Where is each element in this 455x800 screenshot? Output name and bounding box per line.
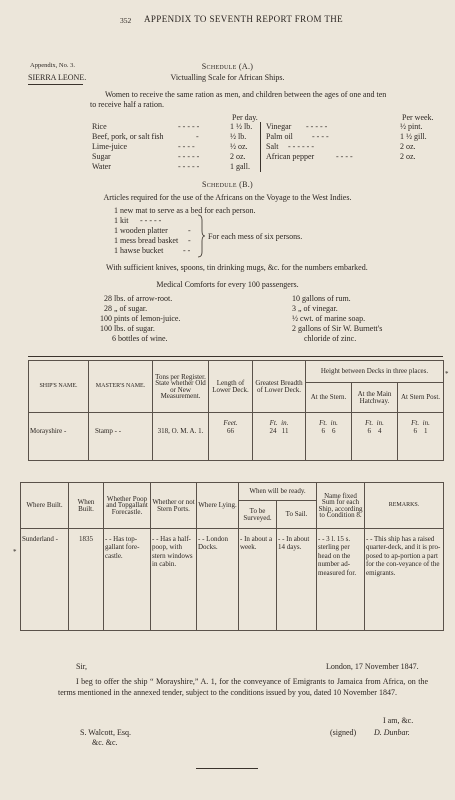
- per-week-label: Per week.: [402, 113, 434, 122]
- hatch-in: 4: [378, 427, 382, 436]
- cell-tons: 318, O. M. A. 1.: [153, 413, 209, 461]
- ration-item-qty: 2 oz.: [400, 142, 416, 151]
- cell-ship-name: Morayshire -: [29, 413, 89, 461]
- unit-ft: Ft.: [365, 419, 374, 427]
- medical-item: 28 lbs. of arrow-root.: [104, 294, 173, 303]
- ration-item-name: Lime-juice: [92, 142, 128, 151]
- ration-item-qty: ½ lb.: [230, 132, 247, 141]
- col-ship-name: SHIP'S NAME.: [29, 361, 89, 413]
- letter-signature: D. Dunbar.: [374, 728, 410, 737]
- ration-item-dashes: - - - - -: [178, 122, 200, 131]
- ration-item-name: African pepper: [266, 152, 315, 161]
- length-value: 66: [227, 427, 234, 436]
- ration-item-dashes: - - - - - -: [288, 142, 314, 151]
- per-day-label: Per day.: [232, 113, 258, 122]
- ration-item-qty: ½ oz.: [230, 142, 248, 151]
- region-label: SIERRA LEONE.: [28, 73, 87, 82]
- ration-item-dashes: - - - - -: [306, 122, 328, 131]
- mess-item-name: 1 mess bread basket: [114, 236, 179, 245]
- build-table-row: [21, 529, 444, 631]
- ship-table-top-rule: [28, 356, 443, 357]
- unit-ft: Ft.: [319, 419, 328, 427]
- medical-item: 3 „ of vinegar.: [292, 304, 338, 313]
- appendix-label: Appendix, No. 3.: [30, 62, 75, 69]
- letter-signed: (signed): [330, 728, 357, 737]
- unit-ft: Ft.: [411, 419, 420, 427]
- post-ft: 6: [413, 427, 417, 436]
- cell-where-lying: - - London Docks.: [197, 529, 239, 631]
- medical-item: chloride of zinc.: [304, 334, 357, 343]
- stern-in: 6: [332, 427, 336, 436]
- ration-item-qty: 1 ½ lb.: [230, 122, 253, 131]
- unit-ft: Ft.: [269, 419, 278, 427]
- ration-item-dashes: -: [196, 132, 199, 141]
- ration-item-qty: 1 ½ gill.: [400, 132, 427, 141]
- col-tons: Tons per Register. State whether Old or New Measurement.: [153, 361, 209, 413]
- letter-addressee: S. Walcott, Esq.: [80, 728, 131, 737]
- col-breadth: Greatest Breadth of Lower Deck.: [253, 361, 306, 413]
- mess-item-name: 1 hawse bucket: [114, 246, 164, 255]
- build-table: [20, 482, 444, 631]
- breadth-ft: 24: [269, 427, 277, 436]
- medical-item: 28 „ of sugar.: [104, 304, 148, 313]
- cell-breadth: [253, 413, 306, 461]
- mess-item-name: 1 kit: [114, 216, 129, 225]
- cell-poop: - - Has top-gallant fore-castle.: [104, 529, 151, 631]
- ship-table-row: [29, 413, 444, 461]
- ship-table: [28, 360, 444, 461]
- ration-item-name: Vinegar: [266, 122, 292, 131]
- cell-to-sail: - - In about 14 days.: [277, 529, 317, 631]
- medical-item: 10 gallons of rum.: [292, 294, 351, 303]
- letter-date: London, 17 November 1847.: [326, 662, 419, 671]
- schedule-b-title: Schedule (B.): [201, 180, 253, 189]
- col-remarks: REMARKS.: [365, 483, 444, 529]
- col-fixed-sum: Name fixed Sum for each Ship, according to Condition 8.: [317, 483, 365, 529]
- unit-in: in.: [422, 419, 430, 427]
- medical-item: 6 bottles of wine.: [112, 334, 168, 343]
- ration-item-name: Water: [92, 162, 111, 171]
- col-where-built: Where Built.: [21, 483, 69, 529]
- col-to-be-surveyed: To be Surveyed.: [239, 501, 277, 529]
- medical-item: ½ cwt. of marine soap.: [292, 314, 366, 323]
- medical-item: 100 pints of lemon-juice.: [100, 314, 181, 323]
- cell-master-name: Stamp - -: [89, 413, 153, 461]
- ration-item-qty: 1 gall.: [230, 162, 250, 171]
- stern-ft: 6: [321, 427, 325, 436]
- col-main-hatchway: At the Main Hatchway.: [352, 383, 398, 413]
- cell-where-built: Sunderland -: [21, 529, 69, 631]
- ration-item-name: Salt: [266, 142, 279, 151]
- col-when-built: When Built.: [69, 483, 104, 529]
- unit-in: in.: [330, 419, 338, 427]
- letter-salutation: Sir,: [76, 662, 88, 671]
- col-master-name: MASTER'S NAME.: [89, 361, 153, 413]
- closing-rule: [196, 768, 258, 769]
- breadth-in: 11: [281, 427, 289, 436]
- schedule-b-subtitle: Articles required for the use of the Africans on the Voyage to the West Indies.: [103, 193, 352, 202]
- cell-stern-ports: - - Has a half-poop, with stern windows in cabin.: [151, 529, 197, 631]
- ration-item-qty: 2 oz.: [400, 152, 416, 161]
- cell-fixed-sum: - - 3 l. 15 s. sterling per head on the number ad-measured for.: [317, 529, 365, 631]
- ration-item-dashes: - - - -: [178, 142, 195, 151]
- col-ready-group: When will be ready.: [239, 483, 317, 501]
- cell-length: [209, 413, 253, 461]
- unit-in: in.: [281, 419, 289, 427]
- ration-item-qty: ½ pint.: [400, 122, 423, 131]
- ration-item-dashes: - - - -: [336, 152, 353, 161]
- mess-brace: [196, 214, 206, 258]
- build-table-marker: *: [13, 548, 17, 556]
- post-in: 1: [424, 427, 428, 436]
- ration-item-dashes: - - - -: [312, 132, 329, 141]
- letter-closing: I am, &c.: [383, 716, 414, 725]
- cell-stern-post-height: [398, 413, 444, 461]
- cell-hatchway-height: [352, 413, 398, 461]
- col-to-sail: To Sail.: [277, 501, 317, 529]
- page-number: 352: [120, 16, 132, 25]
- schedule-a-intro-1: Women to receive the same ration as men, and children between the ages of one and ten: [105, 90, 387, 99]
- col-poop: Whether Poop and Topgallant Forecastle.: [104, 483, 151, 529]
- schedule-b-closing: With sufficient knives, spoons, tin drinking mugs, &c. for the numbers embarked.: [106, 263, 368, 272]
- ship-table-marker: *: [445, 370, 449, 378]
- col-where-lying: Where Lying.: [197, 483, 239, 529]
- col-stern-ports: Whether or not Stern Ports.: [151, 483, 197, 529]
- running-title: APPENDIX TO SEVENTH REPORT FROM THE: [144, 14, 344, 24]
- medical-item: 100 lbs. of sugar.: [100, 324, 155, 333]
- schedule-a-divider: [260, 122, 261, 172]
- letter-body: I beg to offer the ship “ Morayshire,” A. 1, for the conveyance of Emigrants to Jamaica from Africa, on the terms mentioned in the annexed tender, subject to the conditions issued by you, dated 10 November 1847.: [58, 677, 428, 697]
- ration-item-name: Palm oil: [266, 132, 293, 141]
- mess-item-dashes: - -: [183, 246, 191, 255]
- ration-item-qty: 2 oz.: [230, 152, 246, 161]
- hatch-ft: 6: [367, 427, 371, 436]
- cell-stern-height: [306, 413, 352, 461]
- unit-feet: Feet.: [223, 419, 238, 427]
- cell-when-built: 1835: [69, 529, 104, 631]
- schedule-a-intro-2: to receive half a ration.: [90, 100, 164, 109]
- col-height-group: Height between Decks in three places.: [306, 361, 444, 383]
- mess-note: For each mess of six persons.: [208, 232, 303, 241]
- schedule-a-subtitle: Victualling Scale for African Ships.: [170, 73, 285, 82]
- ration-item-dashes: - - - - -: [178, 152, 200, 161]
- cell-remarks: - - This ship has a raised quarter-deck, and it is pro-posed to ap-portion a part for the con-veyance of the emigrants.: [365, 529, 444, 631]
- mess-item-dashes: - - - - -: [140, 216, 162, 225]
- mess-item-name: 1 wooden platter: [114, 226, 168, 235]
- medical-title: Medical Comforts for every 100 passengers.: [156, 280, 299, 289]
- mess-item-dashes: -: [188, 236, 191, 245]
- medical-item: 2 gallons of Sir W. Burnett's: [292, 324, 383, 333]
- ration-item-name: Rice: [92, 122, 107, 131]
- schedule-a-title: Schedule (A.): [201, 62, 254, 71]
- letter-addressee-2: &c. &c.: [92, 738, 118, 747]
- col-stern-post: At Stern Post.: [398, 383, 444, 413]
- cell-to-be-surveyed: - In about a week.: [239, 529, 277, 631]
- col-length: Length of Lower Deck.: [209, 361, 253, 413]
- mess-item-dashes: -: [188, 226, 191, 235]
- col-at-stern: At the Stern.: [306, 383, 352, 413]
- region-rule: [28, 84, 83, 85]
- ration-item-dashes: - - - - -: [178, 162, 200, 171]
- ration-item-name: Beef, pork, or salt fish: [92, 132, 164, 141]
- schedule-b-first-item: 1 new mat to serve as a bed for each person.: [114, 206, 256, 215]
- ration-item-name: Sugar: [92, 152, 111, 161]
- unit-in: in.: [376, 419, 384, 427]
